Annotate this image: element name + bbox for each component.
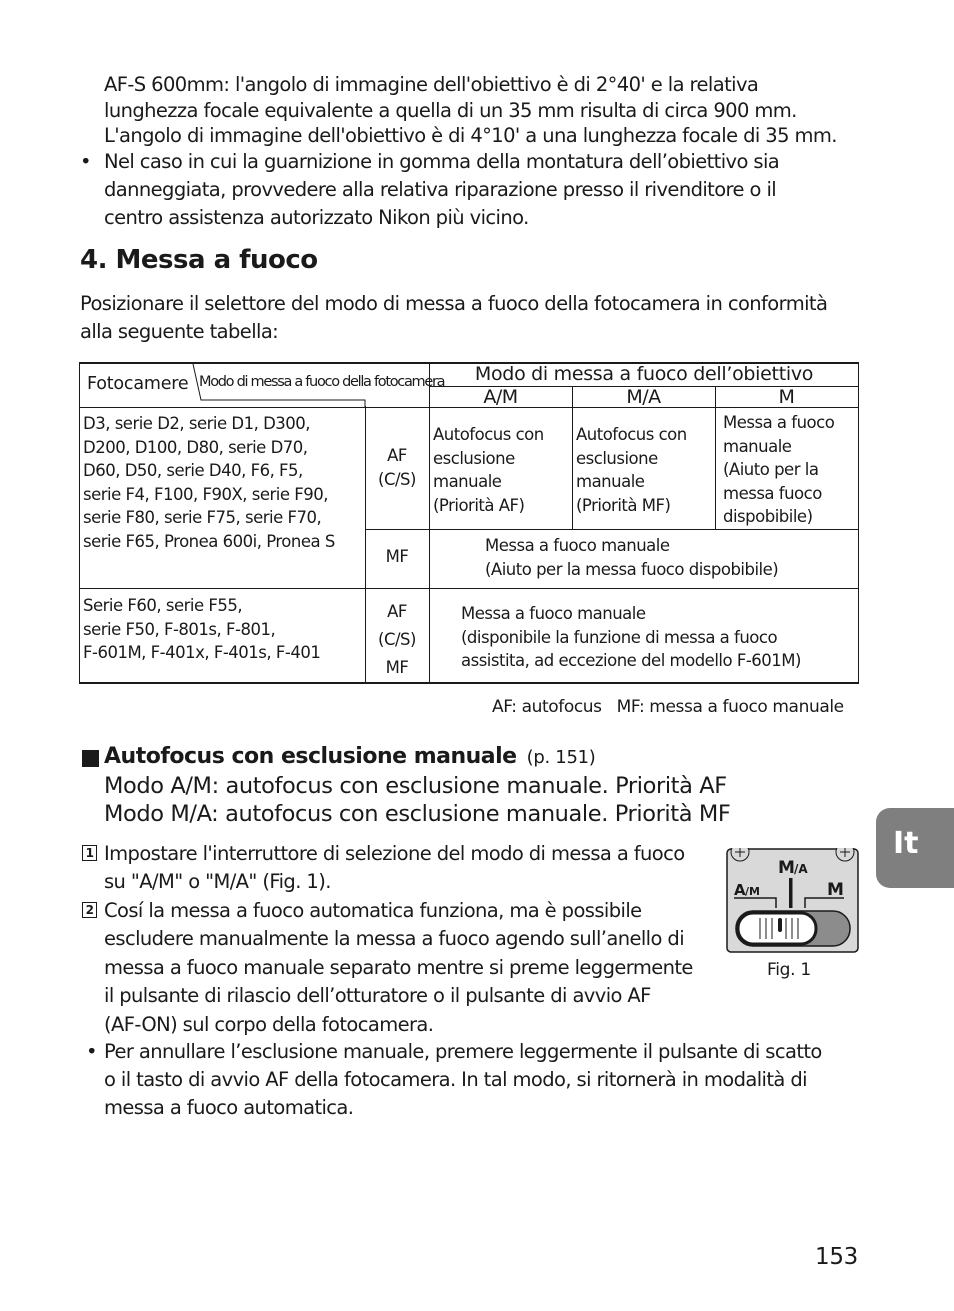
table-border-left bbox=[79, 362, 80, 684]
cell-row2-merged bbox=[461, 602, 801, 673]
step-line: (AF-ON) sul corpo della fotocamera. bbox=[104, 1012, 434, 1036]
row1-cameras bbox=[83, 412, 335, 553]
cell-line: manuale bbox=[433, 472, 502, 491]
bullet-line: Nel caso in cui la guarnizione in gomma della montatura dell’obiettivo sia bbox=[104, 150, 780, 173]
language-tab bbox=[876, 808, 954, 888]
cell-line: (Aiuto per la bbox=[723, 460, 819, 479]
cell-line: Messa a fuoco manuale bbox=[461, 604, 646, 623]
intro-paragraph bbox=[104, 72, 837, 149]
camera-line: serie F80, serie F75, serie F70, bbox=[83, 508, 322, 527]
table-border-bottom bbox=[79, 682, 859, 684]
camera-line: serie F65, Pronea 600i, Pronea S bbox=[83, 531, 335, 551]
svg-text:/A: /A bbox=[794, 862, 808, 876]
cell-line: (Aiuto per la messa fuoco dispobibile) bbox=[485, 559, 779, 579]
cell-line: messa fuoco bbox=[723, 483, 822, 503]
mode-line: AF bbox=[387, 446, 407, 465]
step-line: il pulsante di rilascio dell’otturatore o il pulsante di avvio AF bbox=[104, 984, 651, 1008]
bullet-line: danneggiata, provvedere alla relativa riparazione presso il rivenditore o il bbox=[104, 178, 777, 201]
cell-af-am bbox=[433, 423, 544, 517]
focus-switch-illustration bbox=[726, 848, 859, 953]
bullet-line: o il tasto di avvio AF della fotocamera. In tal modo, si ritornerà in modalità di bbox=[104, 1068, 807, 1091]
language-tab-label: It bbox=[893, 826, 919, 861]
cell-mf-merged bbox=[485, 534, 778, 581]
focus-intro-line: Posizionare il selettore del modo di messa a fuoco della fotocamera in conformità bbox=[80, 292, 828, 315]
cell-line: (disponibile la funzione di messa a fuoco bbox=[461, 627, 778, 647]
camera-line: serie F4, F100, F90X, serie F90, bbox=[83, 484, 328, 504]
bullet-icon: • bbox=[86, 1040, 97, 1063]
focus-switch-figure bbox=[726, 848, 859, 953]
cell-line: (Priorità AF) bbox=[433, 495, 525, 515]
mode-line: (C/S) bbox=[378, 469, 416, 489]
header-camera-mode: Modo di messa a fuoco della fotocamera bbox=[199, 374, 445, 390]
figure-caption: Fig. 1 bbox=[767, 960, 811, 980]
cell-af-ma bbox=[576, 423, 687, 517]
focus-mode-table bbox=[79, 362, 859, 684]
step-line: Cosí la messa a fuoco automatica funziona, ma è possibile bbox=[104, 899, 642, 922]
table-border-right bbox=[858, 362, 859, 684]
override-title: Autofocus con esclusione manuale bbox=[104, 744, 517, 769]
header-cameras: Fotocamere bbox=[87, 374, 189, 394]
mode-line: AF bbox=[387, 602, 407, 621]
svg-text:A: A bbox=[734, 881, 746, 899]
intro-line: lunghezza focale equivalente a quella di un 35 mm risulta di circa 900 mm. bbox=[104, 98, 797, 122]
cell-line: Autofocus con bbox=[576, 425, 687, 444]
table-divider bbox=[79, 588, 859, 589]
step-line: Impostare l'interruttore di selezione del modo di messa a fuoco bbox=[104, 842, 685, 865]
intro-line: L'angolo di immagine dell'obiettivo è di 4°10' a una lunghezza focale di 35 mm. bbox=[104, 124, 837, 147]
page-number: 153 bbox=[815, 1244, 858, 1270]
header-col-am: A/M bbox=[483, 386, 518, 408]
bullet-line: messa a fuoco automatica. bbox=[104, 1096, 354, 1119]
svg-text:M: M bbox=[827, 880, 844, 900]
header-col-ma: M/A bbox=[626, 386, 661, 408]
bullet-icon: • bbox=[80, 150, 91, 173]
header-lens-mode: Modo di messa a fuoco dell’obiettivo bbox=[474, 363, 814, 385]
cell-line: Autofocus con bbox=[433, 425, 544, 444]
focus-intro-paragraph bbox=[80, 290, 827, 346]
cell-line: esclusione bbox=[433, 448, 515, 468]
row1-mode-mf: MF bbox=[385, 547, 409, 566]
table-divider bbox=[365, 529, 859, 530]
cell-line: (Priorità MF) bbox=[576, 495, 671, 515]
section-heading-focus: 4. Messa a fuoco bbox=[80, 245, 318, 275]
bullet-line: Per annullare l’esclusione manuale, premere leggermente il pulsante di scatto bbox=[104, 1040, 822, 1063]
header-col-m: M bbox=[778, 386, 795, 408]
cell-line: dispobibile) bbox=[723, 507, 813, 526]
row2-mode bbox=[365, 598, 429, 682]
mode-ma-description: Modo M/A: autofocus con esclusione manuale. Priorità MF bbox=[104, 801, 731, 827]
camera-line: F-601M, F-401x, F-401s, F-401 bbox=[83, 643, 321, 662]
svg-text:/M: /M bbox=[745, 885, 760, 898]
row2-cameras bbox=[83, 594, 320, 665]
cell-line: manuale bbox=[576, 472, 645, 491]
table-legend: AF: autofocus MF: messa a fuoco manuale bbox=[492, 697, 844, 717]
camera-line: D200, D100, D80, serie D70, bbox=[83, 437, 308, 457]
mode-line: MF bbox=[385, 658, 409, 677]
mode-am-description: Modo A/M: autofocus con esclusione manuale. Priorità AF bbox=[104, 773, 727, 799]
step-line: escludere manualmente la messa a fuoco agendo sull’anello di bbox=[104, 927, 685, 951]
square-bullet-icon bbox=[82, 750, 99, 767]
svg-text:M: M bbox=[778, 858, 795, 878]
intro-line: AF-S 600mm: l'angolo di immagine dell'obiettivo è di 2°40' e la relativa bbox=[104, 73, 759, 96]
camera-line: Serie F60, serie F55, bbox=[83, 596, 243, 615]
table-divider bbox=[429, 529, 430, 684]
mode-line: (C/S) bbox=[378, 630, 416, 649]
step-line: messa a fuoco manuale separato mentre si preme leggermente bbox=[104, 955, 693, 979]
page-reference: (p. 151) bbox=[526, 747, 596, 768]
focus-intro-line: alla seguente tabella: bbox=[80, 320, 279, 343]
step-number: 2 bbox=[82, 902, 97, 918]
cell-line: esclusione bbox=[576, 448, 658, 468]
camera-line: serie F50, F-801s, F-801, bbox=[83, 619, 276, 639]
step-line: su "A/M" o "M/A" (Fig. 1). bbox=[104, 870, 331, 894]
cell-line: assistita, ad eccezione del modello F-601M) bbox=[461, 651, 801, 670]
cell-af-m bbox=[723, 411, 834, 529]
cell-line: Messa a fuoco manuale bbox=[485, 536, 670, 555]
row1-mode-af bbox=[365, 444, 429, 491]
step-number: 1 bbox=[82, 845, 97, 861]
cell-line: manuale bbox=[723, 436, 792, 456]
camera-line: D3, serie D2, serie D1, D300, bbox=[83, 414, 311, 433]
bullet-line: centro assistenza autorizzato Nikon più vicino. bbox=[104, 206, 529, 229]
camera-line: D60, D50, serie D40, F6, F5, bbox=[83, 461, 303, 480]
cell-line: Messa a fuoco bbox=[723, 413, 835, 432]
